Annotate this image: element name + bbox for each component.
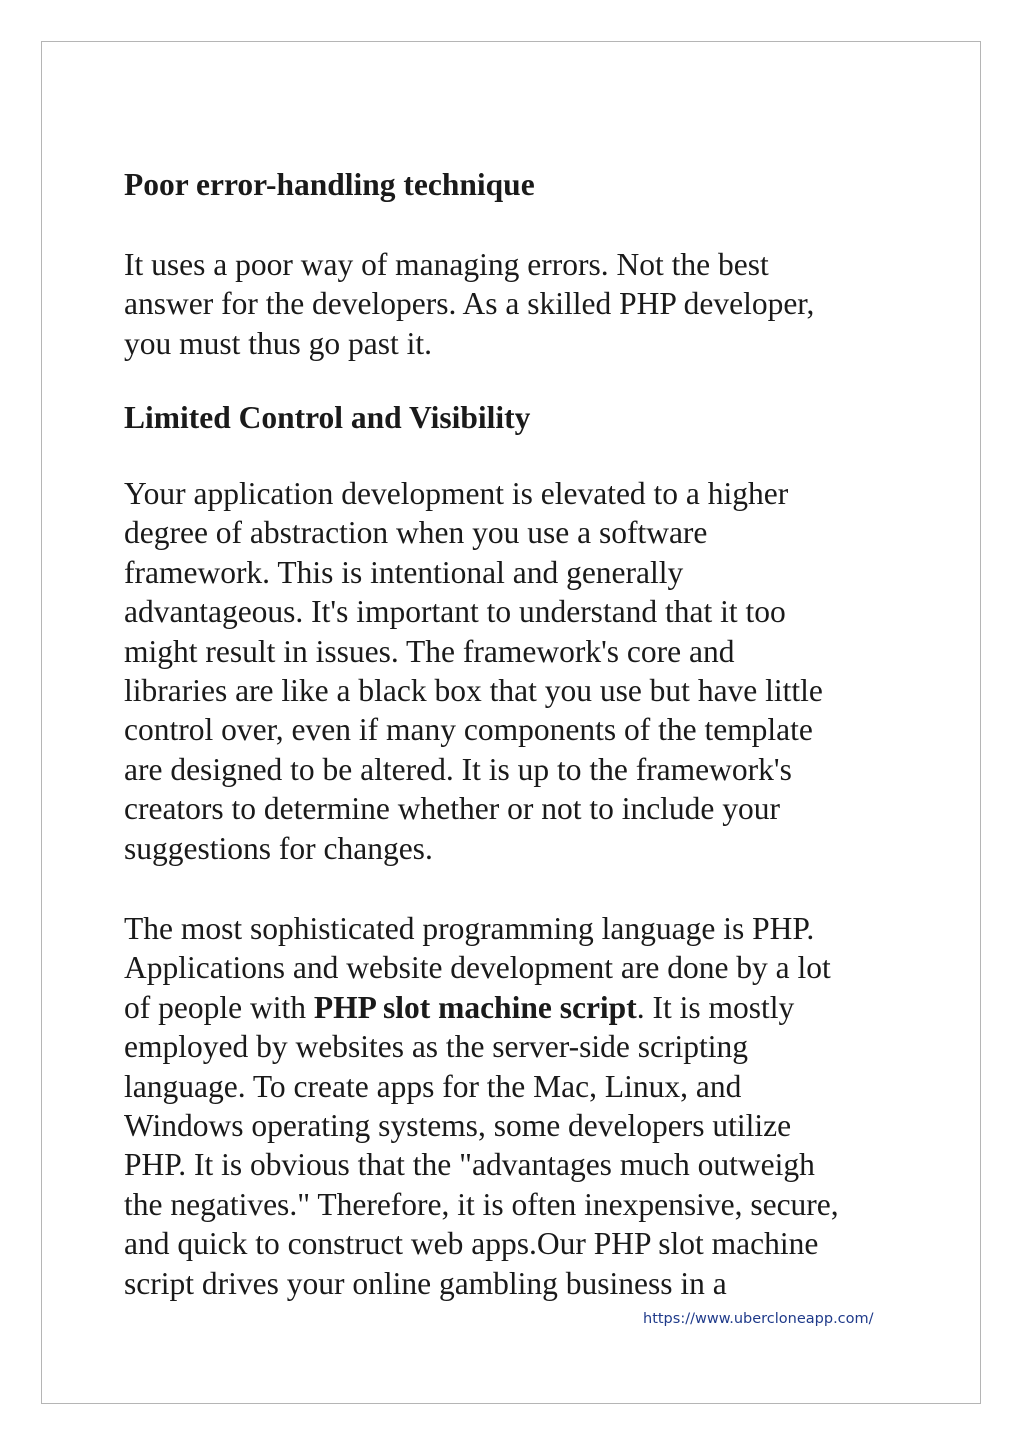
paragraph-line: employed by websites as the server-side scripting bbox=[124, 1029, 748, 1065]
paragraph-line: answer for the developers. As a skilled PHP developer, bbox=[124, 286, 815, 322]
footer-url-link[interactable]: https://www.ubercloneapp.com/ bbox=[643, 1311, 874, 1327]
paragraph-line: Windows operating systems, some developers utilize bbox=[124, 1108, 792, 1144]
text-segment: of people with bbox=[124, 989, 314, 1025]
paragraph-line: you must thus go past it. bbox=[124, 325, 433, 361]
paragraph-line bbox=[124, 988, 924, 1027]
paragraph-line: might result in issues. The framework's core and bbox=[124, 633, 735, 669]
paragraph-line: degree of abstraction when you use a software bbox=[124, 515, 708, 551]
paragraph-line: It uses a poor way of managing errors. Not the best bbox=[124, 247, 769, 282]
paragraph-line: and quick to construct web apps.Our PHP slot machine bbox=[124, 1226, 819, 1262]
paragraph-line: Applications and website development are done by a lot bbox=[124, 950, 831, 986]
paragraph-line: control over, even if many components of the template bbox=[124, 712, 813, 748]
paragraph-line: suggestions for changes. bbox=[124, 830, 433, 866]
text-segment: . It is mostly bbox=[636, 989, 795, 1025]
paragraph-line: the negatives." Therefore, it is often inexpensive, secure, bbox=[124, 1186, 839, 1222]
paragraph-line: script drives your online gambling business in a bbox=[124, 1265, 727, 1301]
paragraph-line: advantageous. It's important to understand that it too bbox=[124, 594, 786, 630]
paragraph-php-language bbox=[124, 909, 924, 1303]
paragraph-line: creators to determine whether or not to include your bbox=[124, 791, 781, 827]
paragraph-error-handling bbox=[124, 245, 924, 363]
bold-keyword-php-slot-machine-script: PHP slot machine script bbox=[313, 989, 637, 1025]
paragraph-line: language. To create apps for the Mac, Linux, and bbox=[124, 1068, 742, 1104]
paragraph-line: are designed to be altered. It is up to the framework's bbox=[124, 751, 792, 787]
heading-poor-error-handling: Poor error-handling technique bbox=[124, 167, 535, 202]
heading-limited-control: Limited Control and Visibility bbox=[124, 400, 531, 435]
paragraph-line: framework. This is intentional and generally bbox=[124, 554, 684, 590]
paragraph-line: libraries are like a black box that you use but have little bbox=[124, 673, 823, 709]
paragraph-line: PHP. It is obvious that the "advantages much outweigh bbox=[124, 1147, 815, 1183]
paragraph-line: The most sophisticated programming language is PHP. bbox=[124, 911, 815, 946]
paragraph-line: Your application development is elevated to a higher bbox=[124, 476, 789, 511]
paragraph-limited-control bbox=[124, 474, 924, 868]
